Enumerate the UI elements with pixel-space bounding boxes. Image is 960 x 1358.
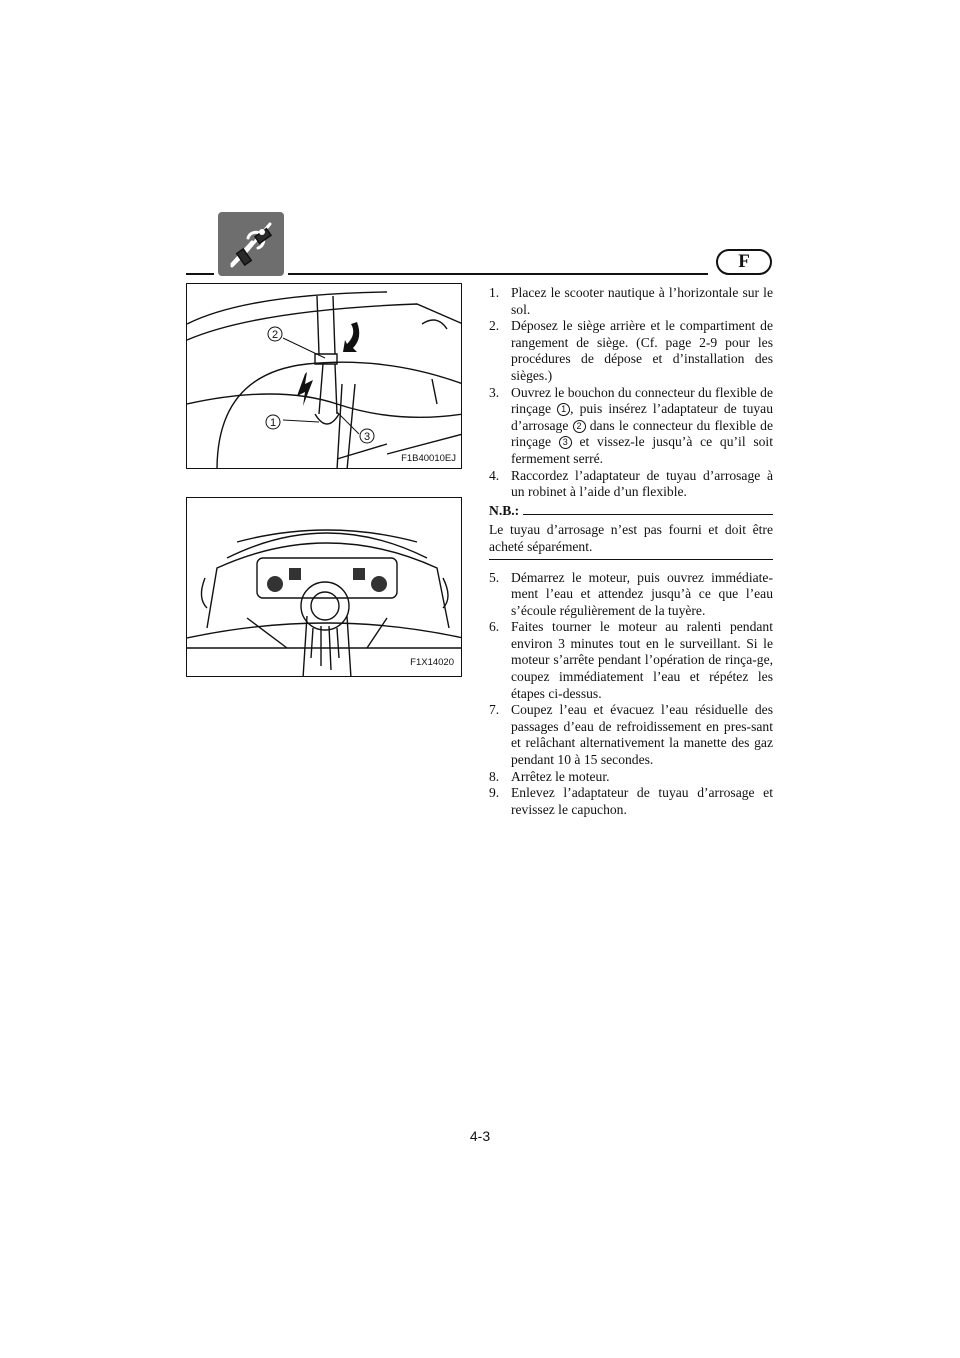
header-rule-left	[186, 273, 214, 275]
step-9: 9. Enlevez l’adaptateur de tuyau d’arrosage et revissez le capuchon.	[489, 785, 773, 817]
note-box	[489, 503, 773, 560]
figure-flush-connector	[186, 283, 462, 469]
water-nozzle-illustration	[187, 498, 462, 677]
callout-3-label: 3	[363, 431, 371, 443]
figure-code: F1B40010EJ	[401, 453, 456, 464]
page-number: 4-3	[469, 1128, 491, 1144]
note-heading: N.B.:	[489, 502, 520, 518]
figure-water-nozzle	[186, 497, 462, 677]
language-badge: F	[716, 249, 772, 275]
step-1: 1. Placez le scooter nautique à l’horizontale sur le sol.	[489, 285, 773, 317]
callout-2: 2	[573, 420, 586, 433]
callout-3: 3	[559, 436, 572, 449]
instruction-column	[489, 285, 773, 818]
callout-1: 1	[557, 403, 570, 416]
step-2: 2. Déposez le siège arrière et le compartiment de rangement de siège. (Cf. page 2-9 pour les procédures de dépose et d’installation des sièges.)	[489, 318, 773, 383]
step-3: 3. Ouvrez le bouchon du connecteur du flexible de rinçage 1 , puis insérez l’adaptateur de tuyau d’arrosage 2 dans le connecteur du flexible de rinçage 3 et vissez-le jusqu’à ce qu’il soit fermement serré.	[489, 384, 774, 466]
figure-code: F1X14020	[410, 657, 454, 668]
step-8: 8. Arrêtez le moteur.	[489, 768, 610, 784]
step-4: 4. Raccordez l’adaptateur de tuyau d’arrosage à un robinet à l’aide d’un flexible.	[489, 467, 773, 500]
step-7: 7. Coupez l’eau et évacuez l’eau résiduelle des passages d’eau de refroidissement en pres-sant et relâchant alternativement la manette des gaz pendant 10 à 15 secondes.	[489, 702, 773, 768]
flush-connector-illustration	[187, 284, 462, 469]
callout-1-label: 1	[269, 417, 277, 429]
note-text: Le tuyau d’arrosage n’est pas fourni et doit être acheté séparément.	[489, 522, 773, 554]
step-5: 5. Démarrez le moteur, puis ouvrez immédiate-ment l’eau et attendez jusqu’à ce que l’eau s’écoule régulièrement de la tuyère.	[489, 569, 773, 618]
callout-2-label: 2	[271, 329, 279, 341]
section-tools-icon	[218, 212, 284, 276]
step-6: 6. Faites tourner le moteur au ralenti pendant environ 3 minutes tout en le surveillant. Si le moteur s’arrête pendant l’opération de rinça-ge, coupez immédiatement l’eau et répétez les étapes ci-dessus.	[489, 619, 773, 701]
header-rule-right	[288, 273, 708, 275]
